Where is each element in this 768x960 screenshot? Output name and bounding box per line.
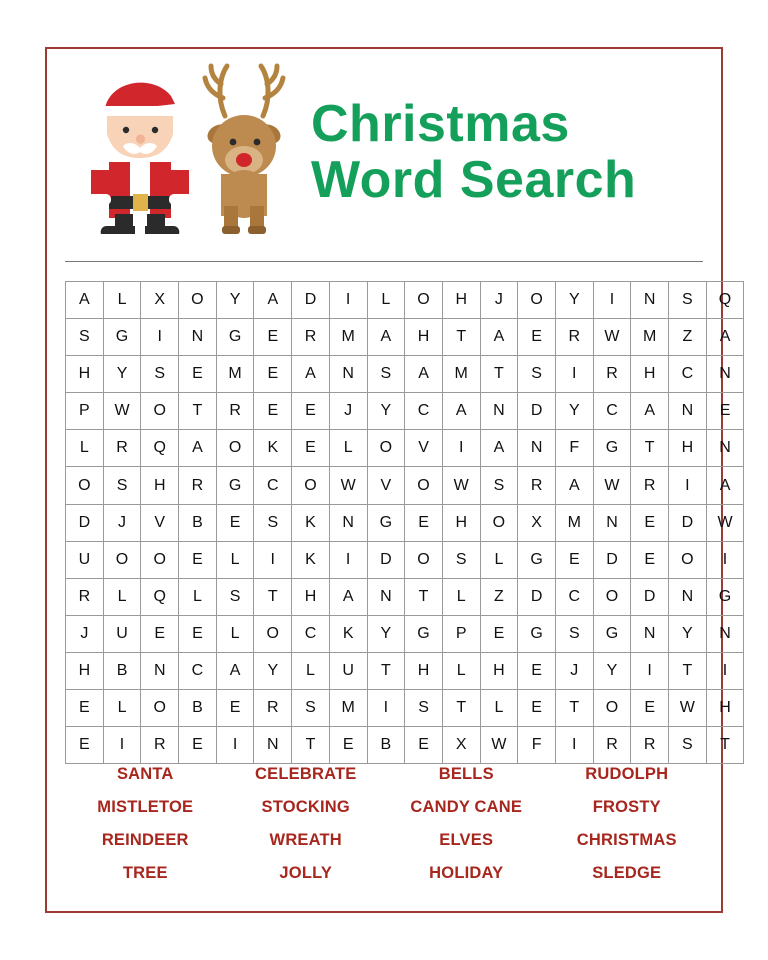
grid-cell[interactable]: H [292,578,330,615]
grid-cell[interactable]: E [141,615,179,652]
grid-cell[interactable]: N [518,430,556,467]
grid-cell[interactable]: T [631,430,669,467]
page-title-line-2: Word Search [311,151,637,209]
grid-cell[interactable]: I [329,541,367,578]
grid-cell[interactable]: E [405,727,443,764]
grid-cell[interactable]: T [179,393,217,430]
grid-cell[interactable]: T [292,727,330,764]
grid-cell[interactable]: F [518,727,556,764]
grid-cell[interactable]: H [480,652,518,689]
grid-cell[interactable]: J [329,393,367,430]
grid-cell[interactable]: H [442,282,480,319]
grid-cell[interactable]: O [480,504,518,541]
grid-cell[interactable]: H [66,356,104,393]
table-row [66,282,744,319]
grid-cell[interactable]: I [669,467,707,504]
grid-cell[interactable]: G [405,615,443,652]
grid-cell[interactable]: M [216,356,254,393]
grid-cell[interactable]: E [179,356,217,393]
header-illustration [67,54,307,244]
grid-cell[interactable]: T [254,578,292,615]
grid-cell[interactable]: R [518,467,556,504]
grid-cell[interactable]: E [555,541,593,578]
grid-cell[interactable]: U [66,541,104,578]
grid-cell[interactable]: S [292,690,330,727]
grid-cell[interactable]: T [706,727,744,764]
grid-cell[interactable]: A [179,430,217,467]
page-title [307,90,703,208]
grid-cell[interactable]: O [405,541,443,578]
letter-grid-body [66,282,744,764]
grid-cell[interactable]: M [631,319,669,356]
grid-cell[interactable]: E [292,393,330,430]
grid-cell[interactable]: N [706,356,744,393]
grid-cell[interactable]: O [216,430,254,467]
grid-cell[interactable]: E [179,541,217,578]
grid-cell[interactable]: O [141,690,179,727]
grid-cell[interactable]: A [480,430,518,467]
word-item[interactable]: JOLLY [279,864,333,882]
grid-cell[interactable]: E [179,615,217,652]
grid-cell[interactable]: A [292,356,330,393]
grid-cell[interactable]: E [480,615,518,652]
grid-cell[interactable]: L [292,652,330,689]
grid-cell[interactable]: D [292,282,330,319]
word-search-grid [65,281,733,764]
table-row [66,319,744,356]
grid-cell[interactable]: A [631,393,669,430]
grid-cell[interactable]: C [254,467,292,504]
grid-cell[interactable]: C [593,393,631,430]
grid-cell[interactable]: M [555,504,593,541]
word-item[interactable]: TREE [122,864,168,882]
grid-cell[interactable]: I [367,690,405,727]
grid-cell[interactable]: Y [216,282,254,319]
worksheet-header [47,49,721,249]
grid-cell[interactable]: A [216,652,254,689]
grid-cell[interactable]: I [555,356,593,393]
grid-cell[interactable]: W [103,393,141,430]
grid-cell[interactable]: R [66,578,104,615]
grid-cell[interactable]: E [706,393,744,430]
grid-cell[interactable]: D [669,504,707,541]
grid-cell[interactable]: I [329,282,367,319]
grid-cell[interactable]: I [141,319,179,356]
word-item[interactable]: WREATH [269,831,342,849]
grid-cell[interactable]: G [216,467,254,504]
grid-cell[interactable]: M [442,356,480,393]
grid-cell[interactable]: W [329,467,367,504]
table-row [66,393,744,430]
grid-cell[interactable]: A [555,467,593,504]
grid-cell[interactable]: A [254,282,292,319]
grid-cell[interactable]: Y [103,356,141,393]
grid-cell[interactable]: W [593,467,631,504]
grid-cell[interactable]: L [103,282,141,319]
grid-cell[interactable]: V [405,430,443,467]
grid-cell[interactable]: O [405,282,443,319]
grid-cell[interactable]: H [706,690,744,727]
grid-cell[interactable]: N [480,393,518,430]
grid-cell[interactable]: X [141,282,179,319]
word-list-row [65,798,707,817]
grid-cell[interactable]: O [254,615,292,652]
table-row [66,467,744,504]
grid-cell[interactable]: A [329,578,367,615]
grid-cell[interactable]: E [66,727,104,764]
grid-cell[interactable]: H [442,504,480,541]
grid-cell[interactable]: H [405,319,443,356]
grid-cell[interactable]: S [442,541,480,578]
grid-cell[interactable]: O [179,282,217,319]
grid-cell[interactable]: S [669,727,707,764]
grid-cell[interactable]: C [405,393,443,430]
grid-cell[interactable]: H [66,652,104,689]
santa-and-reindeer-illustration [67,54,307,244]
grid-cell[interactable]: N [329,504,367,541]
grid-cell[interactable]: L [480,690,518,727]
grid-cell[interactable]: D [593,541,631,578]
grid-cell[interactable]: B [103,652,141,689]
grid-cell[interactable]: W [593,319,631,356]
grid-cell[interactable]: E [631,541,669,578]
grid-cell[interactable]: V [367,467,405,504]
grid-cell[interactable]: E [405,504,443,541]
grid-cell[interactable]: O [292,467,330,504]
grid-cell[interactable]: I [706,541,744,578]
grid-cell[interactable]: Q [706,282,744,319]
grid-cell[interactable]: I [254,541,292,578]
grid-cell[interactable]: K [329,615,367,652]
grid-cell[interactable]: K [292,541,330,578]
grid-cell[interactable]: R [292,319,330,356]
grid-cell[interactable]: L [480,541,518,578]
grid-cell[interactable]: M [329,319,367,356]
grid-cell[interactable]: L [216,541,254,578]
word-item[interactable]: HOLIDAY [429,864,504,882]
grid-cell[interactable]: T [442,690,480,727]
table-row [66,356,744,393]
grid-cell[interactable]: E [631,690,669,727]
grid-cell[interactable]: I [706,652,744,689]
grid-cell[interactable]: R [631,467,669,504]
grid-cell[interactable]: R [593,727,631,764]
grid-cell[interactable]: E [292,430,330,467]
grid-cell[interactable]: E [518,319,556,356]
grid-cell[interactable]: J [480,282,518,319]
grid-cell[interactable]: G [593,430,631,467]
grid-cell[interactable]: U [103,615,141,652]
table-row [66,504,744,541]
table-row [66,690,744,727]
table-row [66,541,744,578]
grid-cell[interactable]: R [141,727,179,764]
grid-cell[interactable]: C [292,615,330,652]
grid-cell[interactable]: Y [555,393,593,430]
grid-cell[interactable]: E [254,356,292,393]
table-row [66,615,744,652]
grid-cell[interactable]: Y [593,652,631,689]
grid-cell[interactable]: P [66,393,104,430]
grid-cell[interactable]: R [103,430,141,467]
word-item[interactable]: CHRISTMAS [576,831,677,849]
grid-cell[interactable]: A [706,319,744,356]
grid-cell[interactable]: N [631,615,669,652]
grid-cell[interactable]: N [706,430,744,467]
word-item[interactable]: RUDOLPH [585,765,669,783]
grid-cell[interactable]: Z [480,578,518,615]
grid-cell[interactable]: D [367,541,405,578]
grid-cell[interactable]: K [254,430,292,467]
word-item[interactable]: SANTA [116,765,174,783]
page-title-line-1: Christmas [311,94,570,153]
grid-cell[interactable]: N [706,615,744,652]
grid-cell[interactable]: R [631,727,669,764]
word-list-row [65,765,707,784]
grid-cell[interactable]: I [631,652,669,689]
grid-cell[interactable]: R [216,393,254,430]
grid-cell[interactable]: Z [669,319,707,356]
grid-cell[interactable]: E [329,727,367,764]
grid-cell[interactable]: G [518,615,556,652]
grid-cell[interactable]: T [367,652,405,689]
grid-cell[interactable]: E [518,652,556,689]
grid-cell[interactable]: S [103,467,141,504]
grid-cell[interactable]: K [292,504,330,541]
grid-cell[interactable]: L [329,430,367,467]
grid-cell[interactable]: E [216,690,254,727]
grid-cell[interactable]: B [179,504,217,541]
grid-cell[interactable]: J [103,504,141,541]
word-item[interactable]: CELEBRATE [255,765,357,783]
grid-cell[interactable]: T [405,578,443,615]
table-row [66,430,744,467]
grid-cell[interactable]: D [631,578,669,615]
grid-cell[interactable]: A [442,393,480,430]
grid-cell[interactable]: G [593,615,631,652]
grid-cell[interactable]: A [367,319,405,356]
grid-cell[interactable]: L [442,578,480,615]
word-list [65,765,707,883]
grid-cell[interactable]: I [216,727,254,764]
grid-cell[interactable]: Q [141,578,179,615]
grid-cell[interactable]: E [216,504,254,541]
word-item[interactable]: BELLS [438,765,494,783]
grid-cell[interactable]: H [405,652,443,689]
grid-cell[interactable]: N [669,578,707,615]
grid-cell[interactable]: Y [367,615,405,652]
word-item[interactable]: MISTLETOE [97,798,194,816]
grid-cell[interactable]: P [442,615,480,652]
grid-cell[interactable]: I [555,727,593,764]
word-list-row [65,831,707,850]
grid-cell[interactable]: E [518,690,556,727]
grid-cell[interactable]: B [367,727,405,764]
grid-cell[interactable]: H [141,467,179,504]
grid-cell[interactable]: A [405,356,443,393]
grid-cell[interactable]: R [179,467,217,504]
grid-cell[interactable]: O [141,541,179,578]
grid-cell[interactable]: S [555,615,593,652]
grid-cell[interactable]: O [593,578,631,615]
grid-cell[interactable]: S [367,356,405,393]
grid-cell[interactable]: S [405,690,443,727]
grid-cell[interactable]: S [480,467,518,504]
grid-cell[interactable]: H [669,430,707,467]
grid-cell[interactable]: O [66,467,104,504]
grid-cell[interactable]: D [518,393,556,430]
grid-cell[interactable]: Q [141,430,179,467]
santa-claus-icon [87,83,193,234]
grid-cell[interactable]: S [216,578,254,615]
grid-cell[interactable]: N [329,356,367,393]
grid-cell[interactable]: O [593,690,631,727]
grid-cell[interactable]: N [254,727,292,764]
letter-grid-table [65,281,744,764]
grid-cell[interactable]: E [254,393,292,430]
grid-cell[interactable]: D [66,504,104,541]
grid-cell[interactable]: S [141,356,179,393]
grid-cell[interactable]: G [103,319,141,356]
grid-cell[interactable]: W [706,504,744,541]
grid-cell[interactable]: G [706,578,744,615]
grid-cell[interactable]: E [179,727,217,764]
grid-cell[interactable]: M [329,690,367,727]
word-list-row [65,864,707,883]
grid-cell[interactable]: O [518,282,556,319]
grid-cell[interactable]: T [442,319,480,356]
word-item[interactable]: CANDY CANE [410,798,523,816]
grid-cell[interactable]: L [103,690,141,727]
grid-cell[interactable]: G [367,504,405,541]
grid-cell[interactable]: O [103,541,141,578]
grid-cell[interactable]: B [179,690,217,727]
grid-cell[interactable]: O [669,541,707,578]
table-row [66,727,744,764]
grid-cell[interactable]: C [179,652,217,689]
grid-cell[interactable]: U [329,652,367,689]
header-divider [65,261,703,262]
grid-cell[interactable]: F [555,430,593,467]
grid-cell[interactable]: N [593,504,631,541]
grid-cell[interactable]: I [442,430,480,467]
table-row [66,652,744,689]
grid-cell[interactable]: T [669,652,707,689]
grid-cell[interactable]: N [141,652,179,689]
reindeer-icon [204,66,283,234]
grid-cell[interactable]: I [103,727,141,764]
grid-cell[interactable]: E [254,319,292,356]
grid-cell[interactable]: X [442,727,480,764]
grid-cell[interactable]: V [141,504,179,541]
word-item[interactable]: SLEDGE [592,864,662,882]
grid-cell[interactable]: C [669,356,707,393]
grid-cell[interactable]: O [141,393,179,430]
grid-cell[interactable]: A [66,282,104,319]
grid-cell[interactable]: G [518,541,556,578]
grid-cell[interactable]: Y [367,393,405,430]
grid-cell[interactable]: S [66,319,104,356]
grid-cell[interactable]: L [103,578,141,615]
grid-cell[interactable]: S [518,356,556,393]
grid-cell[interactable]: A [706,467,744,504]
grid-cell[interactable]: O [367,430,405,467]
grid-cell[interactable]: J [555,652,593,689]
grid-cell[interactable]: O [405,467,443,504]
grid-cell[interactable]: X [518,504,556,541]
grid-cell[interactable]: L [367,282,405,319]
grid-cell[interactable]: J [66,615,104,652]
table-row [66,578,744,615]
word-item[interactable]: ELVES [439,831,494,849]
grid-cell[interactable]: L [179,578,217,615]
grid-cell[interactable]: T [480,356,518,393]
grid-cell[interactable]: R [254,690,292,727]
grid-cell[interactable]: T [555,690,593,727]
grid-cell[interactable]: S [669,282,707,319]
grid-cell[interactable]: N [367,578,405,615]
grid-cell[interactable]: N [179,319,217,356]
grid-cell[interactable]: Y [669,615,707,652]
grid-cell[interactable]: Y [555,282,593,319]
grid-cell[interactable]: W [669,690,707,727]
worksheet-sheet [45,47,733,913]
grid-cell[interactable]: S [254,504,292,541]
grid-cell[interactable]: N [631,282,669,319]
grid-cell[interactable]: N [669,393,707,430]
word-item[interactable]: REINDEER [101,831,189,849]
grid-cell[interactable]: Y [254,652,292,689]
grid-cell[interactable]: L [216,615,254,652]
grid-cell[interactable]: D [518,578,556,615]
grid-cell[interactable]: R [593,356,631,393]
word-item[interactable]: FROSTY [592,798,661,816]
grid-cell[interactable]: R [555,319,593,356]
word-item[interactable]: STOCKING [261,798,350,816]
grid-cell[interactable]: W [480,727,518,764]
grid-cell[interactable]: L [442,652,480,689]
grid-cell[interactable]: L [66,430,104,467]
grid-cell[interactable]: A [480,319,518,356]
grid-cell[interactable]: W [442,467,480,504]
grid-cell[interactable]: C [555,578,593,615]
grid-cell[interactable]: E [631,504,669,541]
grid-cell[interactable]: H [631,356,669,393]
grid-cell[interactable]: I [593,282,631,319]
grid-cell[interactable]: E [66,690,104,727]
grid-cell[interactable]: G [216,319,254,356]
